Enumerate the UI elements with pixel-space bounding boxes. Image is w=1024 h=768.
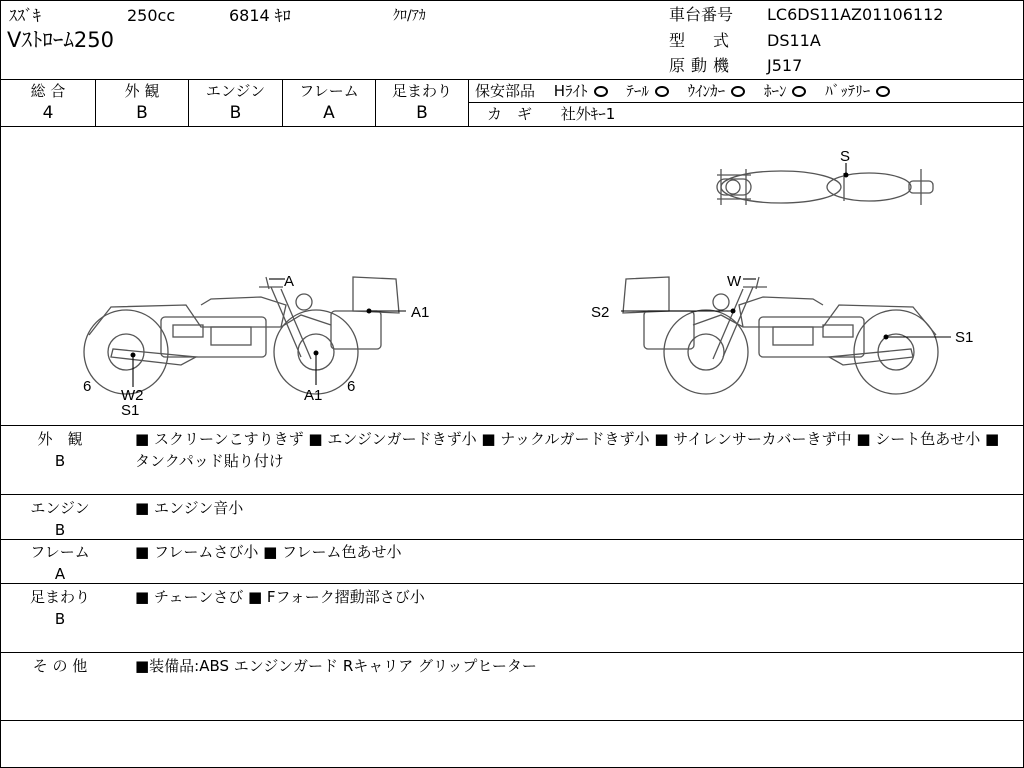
marker-left-6-right: 6 xyxy=(347,378,356,395)
detail-grade: B xyxy=(54,610,66,628)
detail-label-appearance xyxy=(10,428,110,472)
grade-label: エンジン xyxy=(205,82,266,100)
type-label: 型 式 xyxy=(669,31,736,50)
frame-no: LC6DS11AZ01106112 xyxy=(767,5,944,24)
marker-left-w2: W2 xyxy=(121,387,144,404)
safety-item-label: ﾊﾞｯﾃﾘｰ xyxy=(825,82,871,100)
motorcycle-left-view-icon xyxy=(84,277,399,394)
detail-label: 足まわり xyxy=(29,588,90,606)
frame-no-label: 車台番号 xyxy=(669,5,734,24)
detail-grade: A xyxy=(54,565,66,583)
marker-left-s1: S1 xyxy=(121,402,140,419)
divider xyxy=(1,539,1024,540)
detail-label: 外 観 xyxy=(37,430,83,448)
ok-circle-icon xyxy=(594,86,608,97)
grade-value: 4 xyxy=(42,103,54,123)
marker-right-s1: S1 xyxy=(955,329,974,346)
marker-left-6-left: 6 xyxy=(83,378,92,395)
safety-item-label: ｳｲﾝｶｰ xyxy=(687,82,726,100)
safety-parts xyxy=(475,80,904,102)
marker-top-s: S xyxy=(840,148,851,165)
detail-text-frame: ■ フレームさび小 ■ フレーム色あせ小 xyxy=(135,543,402,561)
divider xyxy=(1,494,1024,495)
marker-left-a: A xyxy=(284,273,295,290)
grade-value: B xyxy=(136,103,148,123)
displacement: 250cc xyxy=(127,6,176,25)
grade-label: 外 観 xyxy=(124,82,160,100)
grade-value: B xyxy=(416,103,428,123)
detail-text-suspension: ■ チェーンさび ■ Fフォーク摺動部さび小 xyxy=(135,588,425,606)
detail-label-suspension xyxy=(10,586,110,630)
detail-label: そ の 他 xyxy=(32,657,88,675)
engine-value: J517 xyxy=(767,56,803,75)
detail-grade: B xyxy=(54,521,66,539)
grade-frame xyxy=(283,80,375,124)
safety-horn xyxy=(764,80,807,102)
safety-tail xyxy=(626,80,669,102)
detail-text-other: ■装備品:ABS エンジンガード Rキャリア グリップヒーター xyxy=(135,657,537,675)
grade-value: A xyxy=(323,103,335,123)
safety-item-label: ﾎｰﾝ xyxy=(763,82,787,100)
divider xyxy=(1,583,1024,584)
divider xyxy=(468,79,469,127)
marker-left-a1-right: A1 xyxy=(411,304,430,321)
motorcycle-right-view-icon xyxy=(623,277,938,394)
grade-value: B xyxy=(229,103,242,123)
ok-circle-icon xyxy=(655,86,669,97)
grade-label: 総 合 xyxy=(30,82,66,100)
marker-right-s2: S2 xyxy=(591,304,610,321)
detail-label-other xyxy=(10,655,110,677)
detail-grade: B xyxy=(54,452,66,470)
keys xyxy=(487,103,615,125)
safety-item-label: Hﾗｲﾄ xyxy=(553,82,588,100)
damage-diagram xyxy=(1,127,1024,425)
grade-appearance xyxy=(96,80,188,124)
engine-label: 原動機 xyxy=(669,56,736,75)
divider xyxy=(1,652,1024,653)
grade-overall xyxy=(1,80,95,124)
detail-label-engine xyxy=(10,497,110,541)
grade-label: フレーム xyxy=(299,82,359,100)
safety-headlight xyxy=(554,80,608,102)
grade-engine xyxy=(189,80,282,124)
ok-circle-icon xyxy=(792,86,806,97)
marker-right-w: W xyxy=(727,273,742,290)
detail-text-engine: ■ エンジン音小 xyxy=(135,499,244,517)
keys-label: カ ギ xyxy=(487,105,533,123)
detail-label: エンジン xyxy=(30,499,90,517)
grade-label: 足まわり xyxy=(391,82,452,100)
safety-item-label: ﾃｰﾙ xyxy=(626,82,649,100)
detail-label-frame xyxy=(10,541,110,585)
detail-label: フレーム xyxy=(30,543,90,561)
type-value: DS11A xyxy=(767,31,821,50)
safety-title: 保安部品 xyxy=(475,82,536,100)
detail-text-appearance: ■ スクリーンこすりきず ■ エンジンガードきず小 ■ ナックルガードきず小 ■ サイレンサーカバーきず中 ■ シート色あせ小 ■ タンクパッド貼り付け xyxy=(135,430,1000,470)
divider xyxy=(1,425,1024,426)
keys-value: 社外ｷｰ1 xyxy=(560,105,616,123)
ok-circle-icon xyxy=(876,86,890,97)
mileage: 6814 ｷﾛ xyxy=(229,6,291,25)
safety-battery xyxy=(825,80,890,102)
maker: ｽｽﾞｷ xyxy=(9,6,42,25)
divider xyxy=(1,720,1024,721)
ok-circle-icon xyxy=(731,86,745,97)
color: ｸﾛ/ｱｶ xyxy=(393,8,426,24)
motorcycle-top-view-icon xyxy=(717,169,933,205)
marker-left-a1-bottom: A1 xyxy=(304,387,323,404)
grade-suspension xyxy=(376,80,468,124)
model-name: Vｽﾄﾛｰﾑ250 xyxy=(7,28,114,52)
safety-winker xyxy=(688,80,746,102)
